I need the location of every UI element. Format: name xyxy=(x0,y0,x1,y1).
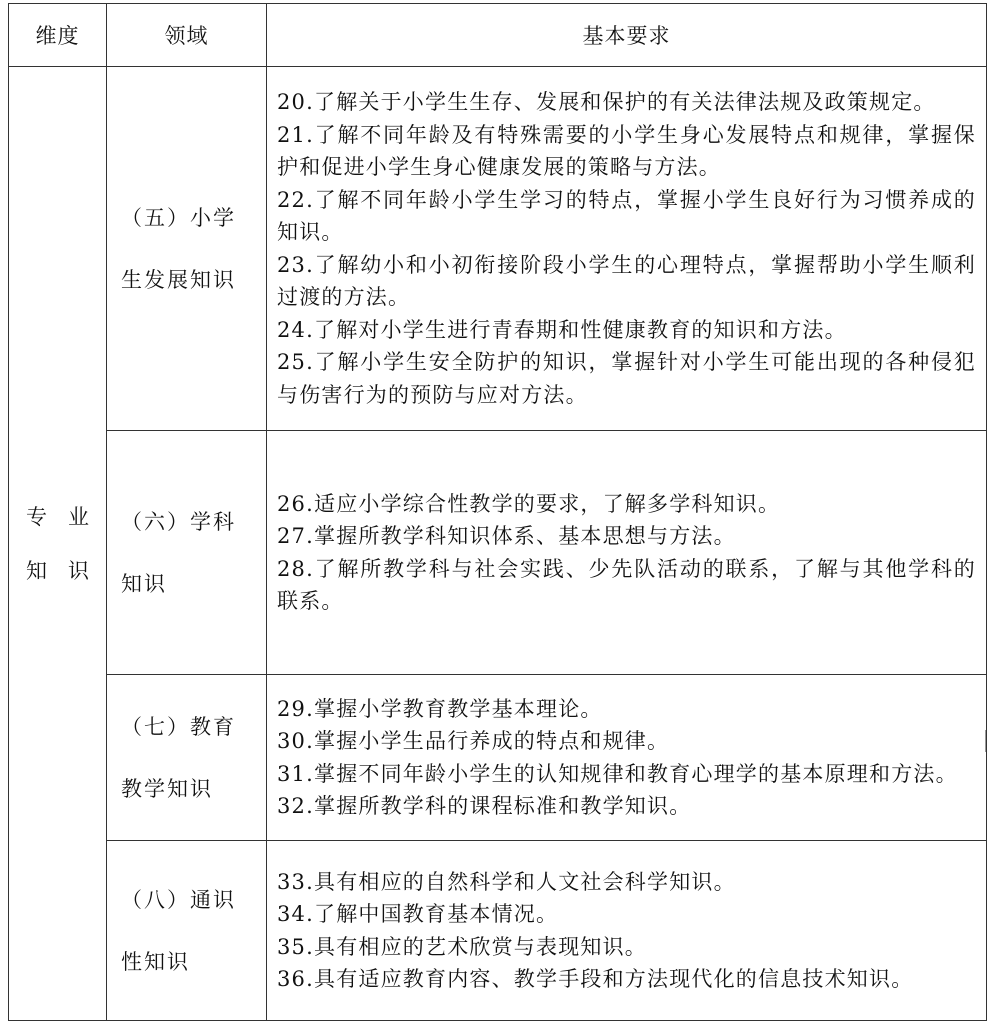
requirement-item: 34.了解中国教育基本情况。 xyxy=(277,902,559,926)
table-row xyxy=(9,841,987,1021)
header-domain: 领域 xyxy=(107,4,267,67)
requirements-cell xyxy=(267,841,987,1021)
dimension-line-1: 专 业 xyxy=(26,504,89,529)
requirement-item: 31.掌握不同年龄小学生的认知规律和教育心理学的基本原理和方法。 xyxy=(277,761,958,786)
requirement-item: 24.了解对小学生进行青春期和性健康教育的知识和方法。 xyxy=(277,317,847,342)
requirement-item: 26.适应小学综合性教学的要求，了解多学科知识。 xyxy=(277,491,781,516)
table-row xyxy=(9,675,987,841)
requirement-item: 36.具有适应教育内容、教学手段和方法现代化的信息技术知识。 xyxy=(277,967,914,991)
table-row xyxy=(9,431,987,675)
requirement-item: 25.了解小学生安全防护的知识，掌握针对小学生可能出现的各种侵犯与伤害行为的预防与应对方法。 xyxy=(277,350,976,407)
domain-cell: （五）小学生发展知识 xyxy=(107,67,267,431)
requirement-item: 27.掌握所教学科知识体系、基本思想与方法。 xyxy=(277,524,736,548)
table-row xyxy=(9,67,987,431)
dimension-cell xyxy=(9,67,107,1021)
header-requirement: 基本要求 xyxy=(267,4,987,67)
requirement-item: 32.掌握所教学科的课程标准和教学知识。 xyxy=(277,794,692,818)
table-header-row xyxy=(9,4,987,67)
domain-cell: （七）教育教学知识 xyxy=(107,675,267,841)
requirements-cell xyxy=(267,67,987,431)
requirements-table xyxy=(8,3,987,1021)
requirements-cell xyxy=(267,431,987,675)
requirement-item: 29.掌握小学教育教学基本理论。 xyxy=(277,696,603,721)
requirement-item: 21.了解不同年龄及有特殊需要的小学生身心发展特点和规律，掌握保护和促进小学生身心健康发展的策略与方法。 xyxy=(277,122,976,179)
domain-cell: （八）通识性知识 xyxy=(107,841,267,1021)
dimension-line-2: 知 识 xyxy=(26,558,89,583)
requirement-item: 35.具有相应的艺术欣赏与表现知识。 xyxy=(277,934,647,959)
requirement-item: 20.了解关于小学生生存、发展和保护的有关法律法规及政策规定。 xyxy=(277,90,936,114)
requirement-item: 22.了解不同年龄小学生学习的特点，掌握小学生良好行为习惯养成的知识。 xyxy=(277,187,976,244)
requirements-cell xyxy=(267,675,987,841)
requirement-item: 30.掌握小学生品行养成的特点和规律。 xyxy=(277,729,670,753)
requirement-item: 23.了解幼小和小初衔接阶段小学生的心理特点，掌握帮助小学生顺利过渡的方法。 xyxy=(277,252,976,309)
domain-cell: （六）学科知识 xyxy=(107,431,267,675)
header-dimension: 维度 xyxy=(9,4,107,67)
page-edge-mark xyxy=(985,730,990,752)
requirement-item: 28.了解所教学科与社会实践、少先队活动的联系，了解与其他学科的联系。 xyxy=(277,556,976,613)
requirement-item: 33.具有相应的自然科学和人文社会科学知识。 xyxy=(277,869,736,894)
